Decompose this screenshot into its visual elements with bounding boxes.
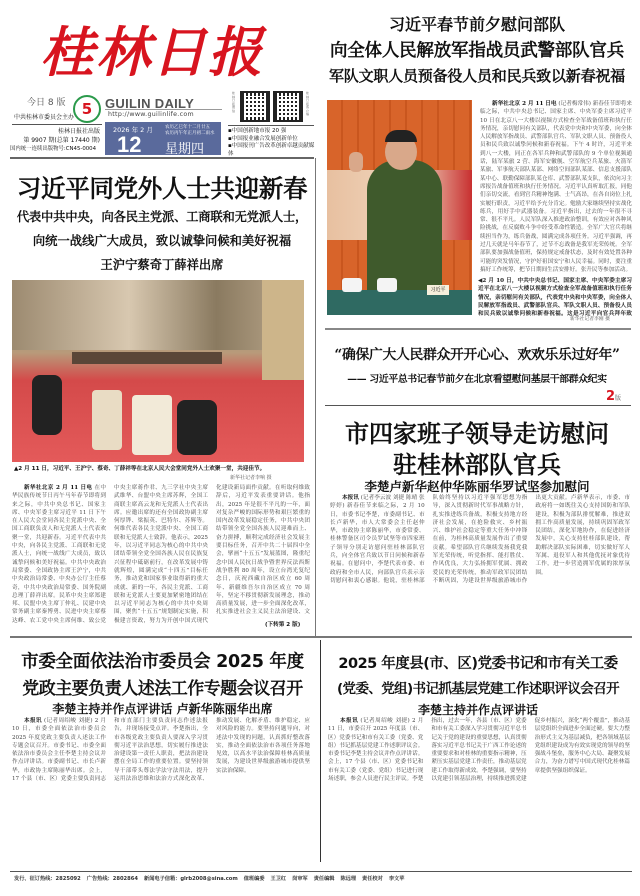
party-story-headline-1: 2025 年度县(市、区)党委书记和市有关工委 — [338, 656, 618, 672]
lead-right-headline-1: 向全体人民解放军指战员武警部队官兵 — [329, 41, 625, 61]
footer — [14, 875, 626, 883]
lead-left-subhead-1: 代表中共中央，向各民主党派、工商联和无党派人士， — [16, 209, 308, 224]
lead-right-headline-2: 军队文职人员预备役人员和民兵致以新春祝福 — [328, 67, 625, 85]
newspaper-logo: 桂林日报 — [40, 20, 264, 84]
footer-editor: 陈远理 — [340, 876, 357, 882]
lead-right-photo-credit: 新华社记者李刚 摄 — [570, 317, 610, 322]
issue-number: 第 9907 期(总第 17440 期) — [23, 137, 100, 144]
date-year-month: 2026 年 2 月 — [113, 126, 153, 134]
party-story-headline-2: (党委、党组)书记抓基层党建工作述职评议会召开 — [336, 681, 620, 697]
weekday: 星期四 — [165, 142, 205, 157]
lunar-date-2: 农历丙午年正月初二雨水 — [165, 131, 215, 136]
quote-story-headline[interactable]: “确保广大人民群众开开心心、欢欢乐乐过好年” — [334, 347, 620, 363]
anniversary-emblem-icon: 5 — [73, 95, 101, 123]
date-box — [105, 122, 221, 155]
lead-right-body: 新华社北京 2 月 11 日电 (记者梅常伟) 新春佳节即将来临之际，中共中央总书记、国家主席、中央军委主席习近平 10 日在北京八一大楼以视频方式检查全军战备值班和执行任务情况，亲切慰问有关部队，代表党中央和中央军委，向全体人民解放军指战员、武警部队官兵、军队文职人员、预备役人员和民兵致以诚挚问候和新春祝福。下午 4 时许，习近平来到八一大楼，同正在各军兵种和武警部队的 9 个单位视频通话，陆军某旅 2 营、海军安徽舰、空军航空兵某旅、火箭军某旅、军事航天部队某部、网络空间部队某部、信息支援部队某中心、联勤保障部队某仓库、武警部队某支队，依次向习主席报告战备值班和执行任务情况。习近平认真听取汇报，同他们亲切交流，看到官兵精神饱满、士气高昂，在各自岗位上扎实履行职责，习近平给予充分肯定。勉励大家继续坚持实战化练兵，用好手中武器装备。习近平指出，过去的一年很不寻常、很不平凡。人民军队深入推进政治整训，有效应对各种风险挑战，在反腐败斗争中经受革命性锻造。全军广大官兵将继续担当作为，练兵备战，圆满完成各项任务。习近平强调，再过几天就是马年春节了，过节不忘战备是我军光荣传统。全军部队要加强战备值班，保持规定戒备状态，及时有效处置各种可能的突发情况，守护好祖国安宁和人民幸福。同时，要注重搞好工作统筹，把节日期间生活安排好。张升民等参加活动。 — [480, 101, 632, 272]
footer-email[interactable]: 新闻电子信箱：glrb2008@sina.com — [144, 876, 238, 882]
page-reference[interactable] — [606, 385, 621, 404]
visit-story-headline-2: 驻桂林部队官兵 — [393, 451, 561, 479]
page-unit: 版 — [615, 395, 622, 402]
honor-item: ▪中国报业融合发展创新单位 — [228, 135, 298, 142]
qr-code-app[interactable] — [273, 91, 303, 122]
footer-ad: 广告热线：2802864 — [86, 876, 138, 882]
lead-right-kicker: 习近平春节前夕慰问部队 — [388, 15, 565, 34]
lead-right-photo — [327, 100, 472, 315]
law-story-subhead: 李楚主持并作点评讲话 卢新华陈丽华出席 — [52, 702, 273, 716]
lead-right-caption: ◀2 月 10 日，中共中央总书记、国家主席、中央军委主席习近平在北京八一大楼以视频方式检查全军战备值班和执行任务情况，亲切慰问有关部队，代表党中央和中央军委，向全体人民解放军指战员、武警部队官兵、军队文职人员、预备役人员和民兵致以诚挚问候和新春祝福。这是习近平向官兵拜年致 — [478, 278, 632, 317]
english-name: GUILIN DAILY — [105, 96, 222, 110]
publisher: 桂林日报社出版 — [57, 128, 100, 135]
qr-label-1: 桂林日报微信 — [232, 91, 236, 113]
footer-review: 岗审军 — [292, 876, 308, 882]
cn-number: 国内统一连续出版物号:CN45-0004 — [10, 146, 97, 152]
nameplate: 习近平 — [427, 285, 449, 295]
lead-left-subhead-2: 向统一战线广大成员，致以诚挚问候和美好祝福 — [32, 233, 292, 248]
lead-left-photo — [12, 280, 304, 462]
qr-label-2: 桂林日报客户端 — [306, 91, 310, 116]
continued-note: (下转第 2 版) — [265, 622, 301, 628]
honors-list — [228, 128, 316, 158]
law-story-headline-1: 市委全面依法治市委员会 2025 年度 — [21, 652, 304, 672]
lunar-date-1: 农历乙巳年十二月廿五 — [165, 125, 210, 130]
lead-left-body: 新华社北京 2 月 11 日电 在中华民族传统节日丙午马年春节即将到来之际，中共中央总书记、国家主席、中央军委主席习近平 11 日下午在人民大会堂同各民主党派中央、全国工商联负责人和无党派人士代表欢聚一堂，共迎新春。习近平代表中共中央，向各民主党派、工商联和无党派人士，向统一战线广大成员，致以诚挚问候和美好祝福。中共中央政治局常委、全国政协主席王沪宁，中共中央政治局常委、中央办公厅主任蔡奇，中共中央政治局常委、国务院副总理丁薛祥出席。民革中央主席郑建邦、民盟中央主席丁仲礼、民建中央常务副主席秦博勇、民进中央主席蔡达峰、农工党中央主席何维、致公党中央主席蒋作君、九三学社中央主席武维华、台盟中央主席苏辉，全国工商联主席高云龙和无党派人士代表出席。应邀出席的还有全国政协副主席何厚铧、梁振英、巴特尔、苏辉等。何维代表各民主党派中央、全国工商联和无党派人士致辞。他表示，2025 年，以习近平同志为核心的中共中央团结带领全党全国各族人民在民族复兴征程中砥砺前行，在改革发展中铸就辉煌，圆满完成“十四五”目标任务，推动党和国家事业取得新的重大成就、新的一年，各民主党派、工商联和无党派人士要更加紧密地团结在以习近平同志为核心的中共中央周围，聚焦“十五五”规划制定实施，积极建言资政，努力为开创中国式现代化建设新局面作贡献。在听取何维致辞后，习近平发表重要讲话。他指出，2025 年是很不平凡的一年，面对复杂严峻的国际形势和艰巨繁重的国内改革发展稳定任务，中共中央团结带领全党全国各族人民迎难而上、奋力拼搏，顺利完成经济社会发展主要目标任务，召开中共二十届四中全会，擘画“十五五”发展蓝图，隆重纪念中国人民抗日战争暨世界反法西斯战争胜利 80 周年，设立台湾光复纪念日，庆祝西藏自治区成立 60 周年、新疆维吾尔自治区成立 70 周年，坚定不移贯彻新发展理念，推动高质量发展，进一步全面深化改革，扎实推进社会主义民主法治建设、文 — [12, 485, 310, 624]
date-day: 12 — [117, 132, 142, 157]
lead-left-caption: ▲2 月 11 日，习近平、王沪宁、蔡奇、丁薛祥等在北京人民大会堂同党外人士欢聚一堂，共迎佳节。 — [14, 466, 266, 472]
visit-story-subhead: 李楚卢新华赵仲华陈丽华罗试坚参加慰问 — [364, 479, 590, 494]
sponsor: 中共桂林市委员会主办 — [14, 114, 75, 121]
visit-story-body: 本报讯 (记者李云波 刘捷 陈晴 张婷婷) 新春佳节来临之际，2 月 10 日，市委书记李楚，市委副书记、市长卢新华，市人大常委会主任赵仲华，市政协主席陈丽华，市委常委、桂林警备区司令员罗试坚等市四家班子领导分别走访慰问驻桂林部队官兵，向全体官兵致以节日问候和新春祝福。在慰问中，李楚代表市委、市政府和全市人民，向部队官兵表示亲切慰问和衷心感谢。他说，驻桂林部队始终坚持以习近平强军思想为指导，深入贯彻新时代军事战略方针，扎实推进练兵备战，积极支持地方经济社会发展，在抢险救灾、乡村振兴、维护社会稳定等重大任务中冲锋在前，为桂林高质量发展作出了重要贡献。希望部队官兵继续发扬我党我军光荣传统，听党指挥、能打胜仗、作风优良，大力弘扬拥军优属、拥政爱民的光荣传统，推动军政军民团结不断巩固，为建设世界级旅游城市作出更大贡献。卢新华表示，市委、市政府将一如既往关心支持国防和军队建设，积极为部队排忧解难，推进双拥工作高质量发展，持续巩固军政军民团结，深化军地协作，在促进经济发展中，关心支持驻桂部队建设，帮助解决部队实际困难，切实做好军人军属、退役军人和其他优抚对象优待工作，进一步营造拥军优属的浓厚氛围。 — [330, 495, 630, 584]
law-story-body: 本报讯 (记者周绍峻 刘捷) 2 月 10 日，市委全面依法治市委员会 2025 年度党政主要负责人述法工作专题会议召开。市委书记、市委全面依法治市委员会主任李楚主持会议并作点评讲话。市委副书记、市长卢新华，市政协主席陈丽华出席。会上，17 个县（市、区）党委主要负责同志和市直部门主要负责同志作述法报告，并现场接受点评。李楚指出，全市各级党政主要负责人要深入学习贯彻习近平法治思想，切实履行推进法治建设第一责任人职责，把法治建设摆在全局工作的重要位置。要坚持领导干部带头尊法学法守法用法，提升运用法治思维和法治方式深化改革、推动发展、化解矛盾、维护稳定、应对风险的能力。要坚持问题导向，对述法中发现的问题，认真抓好整改落实，推动全面依法治市各项任务落地见效，以高水平法治保障桂林高质量发展，为建设世界级旅游城市提供坚实法治保障。 — [12, 718, 310, 783]
law-story-headline-2: 党政主要负责人述法工作专题会议召开 — [22, 679, 303, 699]
lead-left-photo-credit: 新华社记者李响 摄 — [230, 475, 272, 481]
footer-hotline: 发行、征订热线：2825092 — [14, 876, 81, 882]
party-story-body: 本报讯 (记者周绍峻 刘捷) 2 月 11 日，市委召开 2025 年度县（市、区）党委书记和市有关工委（党委、党组）书记抓基层党建工作述职评议会。市委书记李楚主持会议并作点评讲话。会上，17 个县（市、区）党委书记和市有关工委（党委、党组）书记进行现场述职，参会人员进行民主评议。李楚指出，过去一年，各县（市、区）党委和市有关工委深入学习贯彻习近平总书记关于党的建设的重要思想，认真贯彻落实习近平总书记关于广西工作论述的重要要求和对桂林的重要指示精神，压紧压实基层党建工作责任，推动基层党建工作取得新成效。李楚强调，要坚持以党建引领基层治理，持续推进抓党建促乡村振兴，深化“两个覆盖”，推动基层党组织全面进步全面过硬。要大力整治形式主义为基层减负，把各领域基层党组织建设成为有效实现党的领导的坚强战斗堡垒，服务中心大局、凝聚发展合力，为奋力谱写中国式现代化桂林篇章提供坚强组织保证。 — [328, 718, 630, 783]
lead-left-subhead-3: 王沪宁蔡奇丁薛祥出席 — [100, 257, 224, 272]
footer-proof: 李文苹 — [388, 876, 405, 882]
website-url[interactable]: http://www.guilinlife.com — [108, 111, 194, 118]
today-pages: 今日 8 版 — [27, 98, 66, 108]
page-number: 2 — [606, 389, 616, 404]
quote-story-subtitle: —— 习近平总书记春节前夕在北京看望慰问基层干部群众纪实 — [347, 374, 607, 385]
footer-duty-label: 值班编委 — [243, 876, 265, 882]
party-story-subhead: 李楚主持并作点评讲话 — [417, 703, 538, 717]
footer-proof-label: 责任校对 — [362, 876, 383, 882]
honor-item: ▪中国创新地市报 20 强 — [228, 128, 287, 134]
qr-code-wechat[interactable] — [240, 91, 270, 122]
honor-item: ▪中国报刊广告改革创新卓越贡献媒体 — [228, 143, 315, 157]
visit-story-headline-1: 市四家班子领导走访慰问 — [345, 420, 609, 448]
lead-left-headline: 习近平同党外人士共迎新春 — [16, 174, 308, 203]
footer-duty: 王卫红 — [270, 876, 287, 882]
footer-editor-label: 责任编辑 — [313, 876, 335, 882]
